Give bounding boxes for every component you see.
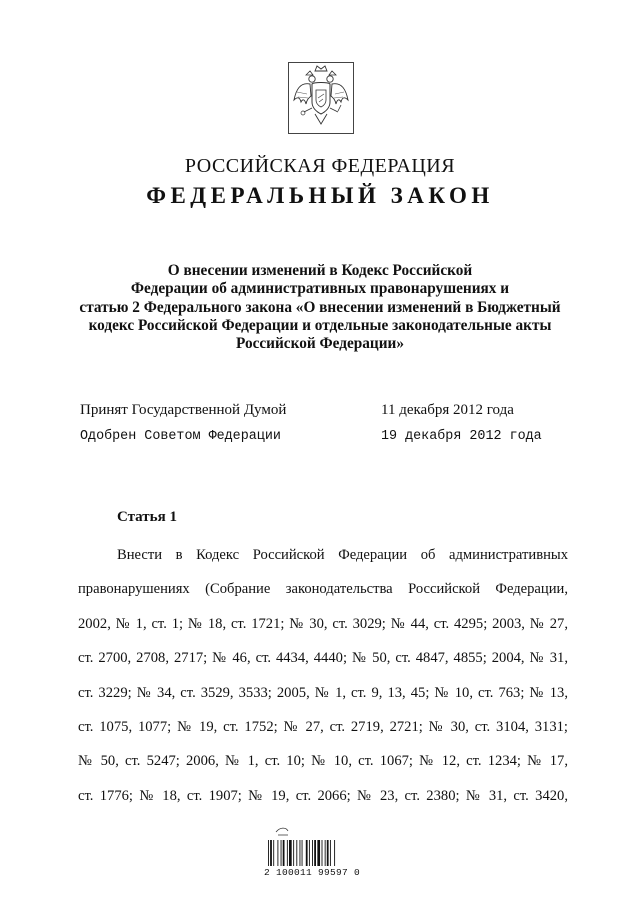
article-line: ст. 1776; № 18, ст. 1907; № 19, ст. 2066; № 23, ст. 2380; № 31, ст. 3420, (78, 787, 568, 804)
adoption-date: 11 декабря 2012 года (381, 402, 514, 418)
approval-date: 19 декабря 2012 года (381, 429, 542, 444)
law-title (70, 262, 570, 353)
law-title-line: Федерации об административных правонарушениях и (130, 280, 510, 298)
article-line: ст. 3229; № 34, ст. 3529, 3533; 2005, № 1, ст. 9, 13, 45; № 10, ст. 763; № 13, (78, 684, 568, 701)
article-line: правонарушениях (Собрание законодательства Российской Федерации, (78, 581, 568, 598)
adoption-label: Принят Государственной Думой (80, 402, 287, 418)
barcode-number: 2 100011 99597 0 (264, 867, 361, 878)
article-line: № 50, ст. 5247; 2006, № 1, ст. 10; № 10, ст. 1067; № 12, ст. 1234; № 17, (78, 753, 568, 770)
russian-coat-of-arms-icon (288, 62, 354, 134)
country-name: РОССИЙСКАЯ ФЕДЕРАЦИЯ (184, 155, 456, 177)
document-type: ФЕДЕРАЛЬНЫЙ ЗАКОН (146, 183, 494, 208)
article-body (78, 538, 568, 813)
law-title-line: кодекс Российской Федерации и отдельные законодательные акты (88, 316, 552, 334)
article-line: Внести в Кодекс Российской Федерации об административных (117, 547, 568, 563)
law-title-line: статью 2 Федерального закона «О внесении изменений в Бюджетный (79, 298, 561, 316)
article-line: ст. 2700, 2708, 2717; № 46, ст. 4434, 4440; № 50, ст. 4847, 4855; 2004, № 31, (78, 650, 568, 667)
approval-label: Одобрен Советом Федерации (80, 429, 281, 444)
article-line: ст. 1075, 1077; № 19, ст. 1752; № 27, ст. 2719, 2721; № 30, ст. 3104, 3131; (78, 718, 568, 735)
law-title-line: О внесении изменений в Кодекс Российской (167, 262, 473, 279)
law-title-line: Российской Федерации» (235, 335, 404, 353)
article-heading: Статья 1 (117, 509, 177, 525)
article-line: 2002, № 1, ст. 1; № 18, ст. 1721; № 30, ст. 3029; № 44, ст. 4295; 2003, № 27, (78, 615, 568, 632)
